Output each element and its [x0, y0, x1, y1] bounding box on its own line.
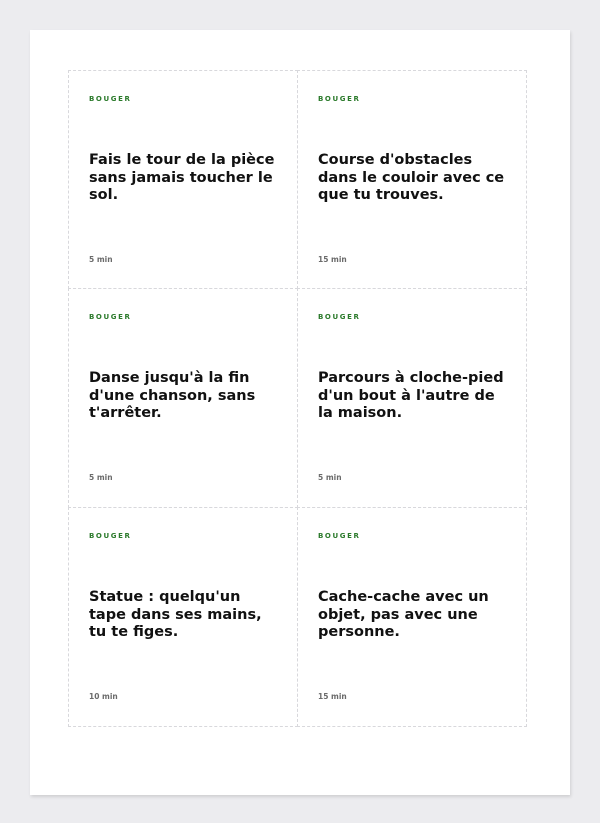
printable-sheet	[30, 30, 570, 795]
card-grid	[68, 70, 526, 726]
activity-card	[68, 507, 298, 727]
card-duration: 15 min	[318, 255, 347, 264]
card-duration: 5 min	[318, 473, 342, 482]
card-duration: 5 min	[89, 255, 113, 264]
card-category: BOUGER	[318, 532, 361, 540]
card-prompt: Parcours à cloche-pied d'un bout à l'autre de la maison.	[318, 370, 504, 421]
card-category: BOUGER	[89, 532, 132, 540]
activity-card	[297, 507, 527, 727]
card-duration: 15 min	[318, 692, 347, 701]
activity-card	[68, 288, 298, 508]
activity-card	[68, 70, 298, 289]
card-prompt: Danse jusqu'à la fin d'une chanson, sans t'arrêter.	[89, 370, 256, 421]
card-category: BOUGER	[89, 313, 132, 321]
card-category: BOUGER	[318, 95, 361, 103]
card-category: BOUGER	[318, 313, 361, 321]
card-prompt: Cache-cache avec un objet, pas avec une personne.	[318, 589, 489, 640]
card-category: BOUGER	[89, 95, 132, 103]
card-prompt: Course d'obstacles dans le couloir avec ce que tu trouves.	[318, 152, 505, 203]
card-duration: 5 min	[89, 473, 113, 482]
activity-card	[297, 288, 527, 508]
card-duration: 10 min	[89, 692, 118, 701]
card-prompt: Fais le tour de la pièce sans jamais toucher le sol.	[89, 152, 275, 203]
card-prompt: Statue : quelqu'un tape dans ses mains, tu te figes.	[89, 589, 262, 640]
activity-card	[297, 70, 527, 289]
